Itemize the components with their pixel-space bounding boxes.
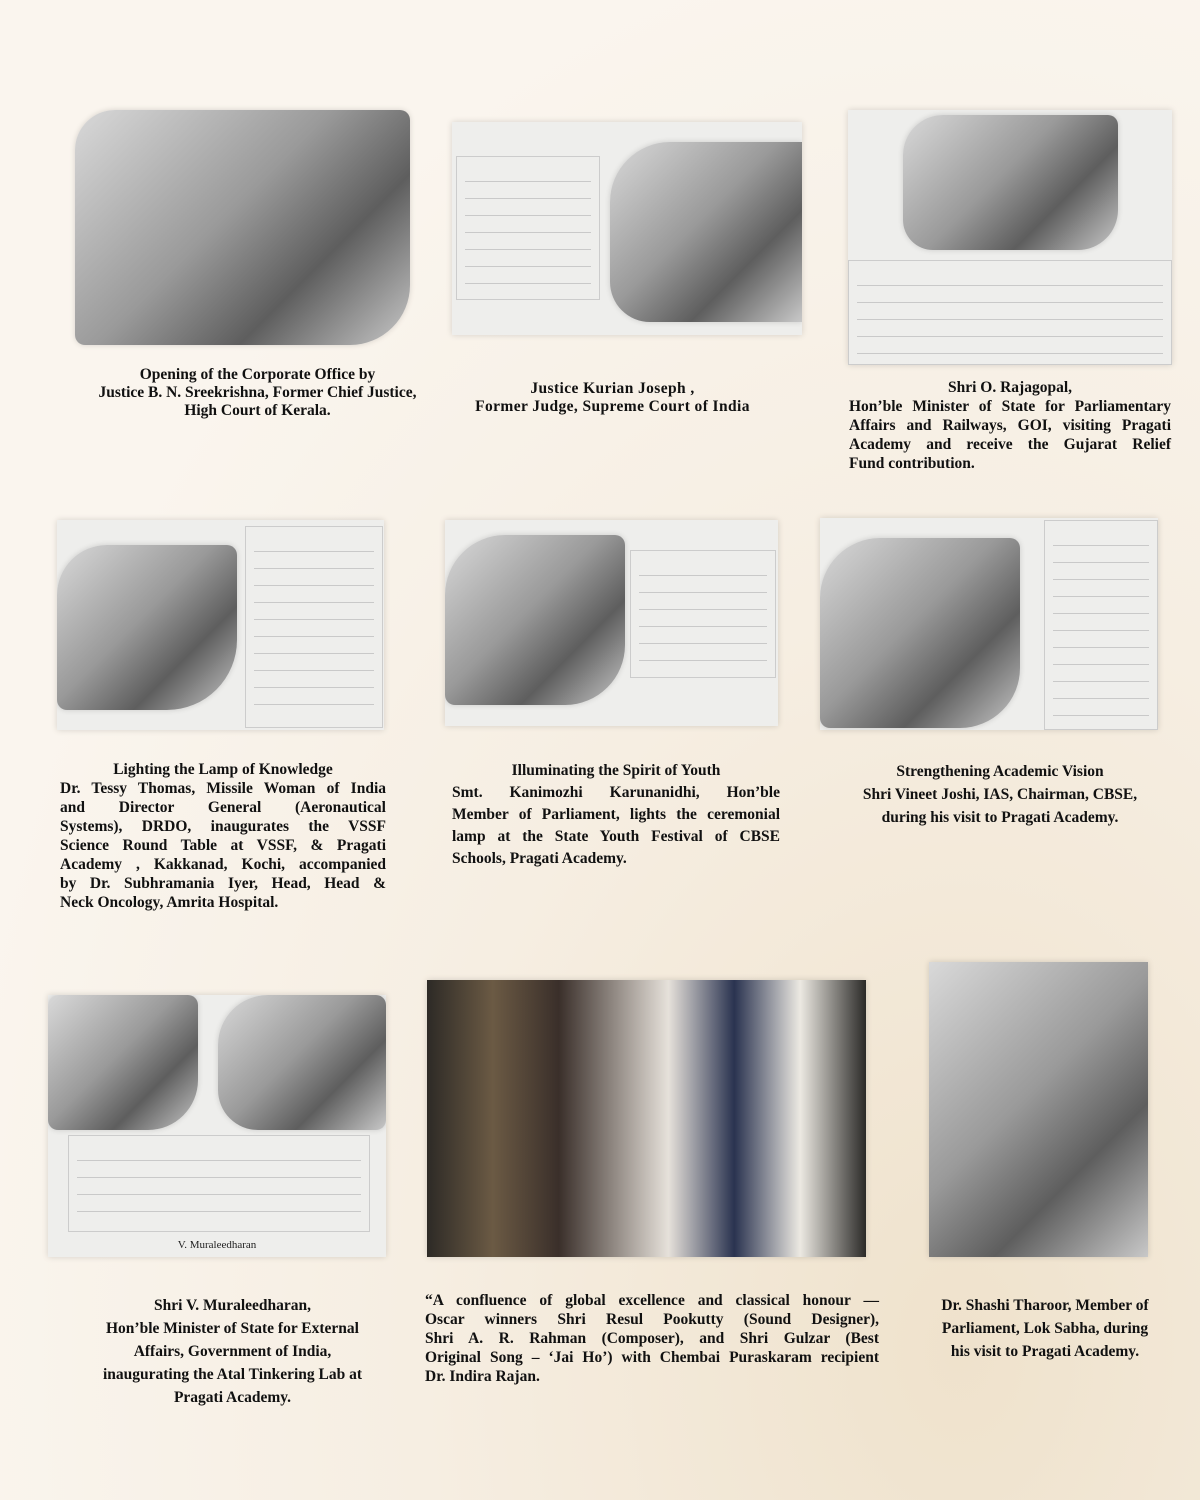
caption-line: Strengthening Academic Vision bbox=[896, 763, 1104, 780]
caption-line: Opening of the Corporate Office by bbox=[139, 366, 376, 383]
caption-line: Shri Vineet Joshi, IAS, Chairman, CBSE, bbox=[862, 786, 1138, 803]
handwritten-note bbox=[1044, 520, 1158, 730]
caption-line: Hon’ble Minister of State for Parliamentary bbox=[849, 398, 1171, 415]
photo-signature-label: V. Muraleedharan bbox=[177, 1239, 257, 1251]
caption-3 bbox=[849, 378, 1171, 473]
caption-line: Dr. Tessy Thomas, Missile Woman of India bbox=[60, 780, 386, 797]
caption-2 bbox=[440, 380, 785, 416]
caption-line: Affairs, Government of India, bbox=[133, 1343, 332, 1360]
caption-5 bbox=[452, 760, 780, 870]
caption-line: inaugurating the Atal Tinkering Lab at bbox=[102, 1366, 363, 1383]
caption-line: Dr. Shashi Tharoor, Member of bbox=[941, 1297, 1149, 1314]
caption-line: High Court of Kerala. bbox=[184, 402, 331, 419]
caption-line: Affairs and Railways, GOI, visiting Pragati bbox=[849, 417, 1171, 434]
caption-line: his visit to Pragati Academy. bbox=[950, 1343, 1140, 1360]
caption-line: Oscar winners Shri Resul Pookutty (Sound Designer), bbox=[425, 1311, 879, 1328]
photo-lamp-lighting bbox=[57, 545, 237, 710]
photo-oscar-winners bbox=[427, 980, 866, 1257]
caption-line: Illuminating the Spirit of Youth bbox=[511, 762, 721, 779]
photo-relief-fund bbox=[903, 115, 1118, 250]
caption-4 bbox=[60, 760, 386, 912]
handwritten-note bbox=[456, 156, 600, 300]
caption-line: Academy and receive the Gujarat Relief bbox=[849, 436, 1171, 453]
caption-line: Member of Parliament, lights the ceremonial bbox=[452, 806, 780, 823]
caption-6 bbox=[830, 760, 1170, 829]
visitor-register-entry bbox=[68, 1135, 370, 1232]
caption-line: Science Round Table at VSSF, & Pragati bbox=[60, 837, 386, 854]
photo-corporate-office-opening bbox=[75, 110, 410, 345]
caption-line: Former Judge, Supreme Court of India bbox=[475, 398, 750, 415]
caption-line: Smt. Kanimozhi Karunanidhi, Hon’ble bbox=[452, 784, 780, 801]
caption-line: and Director General (Aeronautical bbox=[60, 799, 386, 816]
caption-line: Systems), DRDO, inaugurates the VSSF bbox=[60, 818, 386, 835]
photo-vineet-joshi bbox=[820, 518, 1158, 730]
photo-tinkering-lab-left bbox=[48, 995, 198, 1130]
caption-line: Academy , Kakkanad, Kochi, accompanied bbox=[60, 856, 386, 873]
caption-line: by Dr. Subhramania Iyer, Head, Head & bbox=[60, 875, 386, 892]
caption-line: Schools, Pragati Academy. bbox=[452, 850, 627, 867]
photo-kanimozhi bbox=[445, 520, 778, 726]
handwritten-note bbox=[630, 550, 776, 678]
caption-line: lamp at the State Youth Festival of CBSE bbox=[452, 828, 780, 845]
caption-line: Shri O. Rajagopal, bbox=[947, 379, 1072, 396]
photo-justice-kurian-joseph bbox=[452, 122, 802, 335]
photo-tessy-thomas bbox=[57, 520, 384, 730]
caption-9 bbox=[920, 1294, 1170, 1363]
caption-1 bbox=[60, 366, 455, 420]
photo-portrait bbox=[610, 142, 802, 322]
visitor-register-entry bbox=[848, 260, 1172, 365]
photo-youth-festival bbox=[445, 535, 625, 705]
photo-cbse-event bbox=[820, 538, 1020, 728]
caption-line: Original Song – ‘Jai Ho’) with Chembai Puraskaram recipient bbox=[425, 1349, 879, 1366]
caption-line: Justice Kurian Joseph , bbox=[530, 380, 695, 397]
caption-line: Fund contribution. bbox=[849, 455, 975, 472]
caption-line: during his visit to Pragati Academy. bbox=[881, 809, 1119, 826]
caption-line: Shri V. Muraleedharan, bbox=[153, 1297, 312, 1314]
caption-line: Lighting the Lamp of Knowledge bbox=[113, 761, 333, 778]
photo-v-muraleedharan bbox=[48, 995, 386, 1257]
photo-o-rajagopal bbox=[848, 110, 1172, 365]
caption-line: Hon’ble Minister of State for External bbox=[106, 1320, 359, 1337]
photo-shashi-tharoor bbox=[929, 962, 1148, 1257]
caption-line: “A confluence of global excellence and classical honour — bbox=[425, 1292, 879, 1309]
caption-line: Dr. Indira Rajan. bbox=[425, 1368, 540, 1385]
caption-line: Justice B. N. Sreekrishna, Former Chief Justice, bbox=[98, 384, 417, 401]
caption-8 bbox=[425, 1291, 879, 1386]
caption-line: Pragati Academy. bbox=[173, 1389, 292, 1406]
caption-line: Parliament, Lok Sabha, during bbox=[941, 1320, 1149, 1337]
caption-7 bbox=[70, 1294, 395, 1409]
caption-line: Shri A. R. Rahman (Composer), and Shri Gulzar (Best bbox=[425, 1330, 879, 1347]
handwritten-note bbox=[245, 526, 383, 728]
caption-line: Neck Oncology, Amrita Hospital. bbox=[60, 894, 279, 911]
photo-tinkering-lab-right bbox=[218, 995, 386, 1130]
